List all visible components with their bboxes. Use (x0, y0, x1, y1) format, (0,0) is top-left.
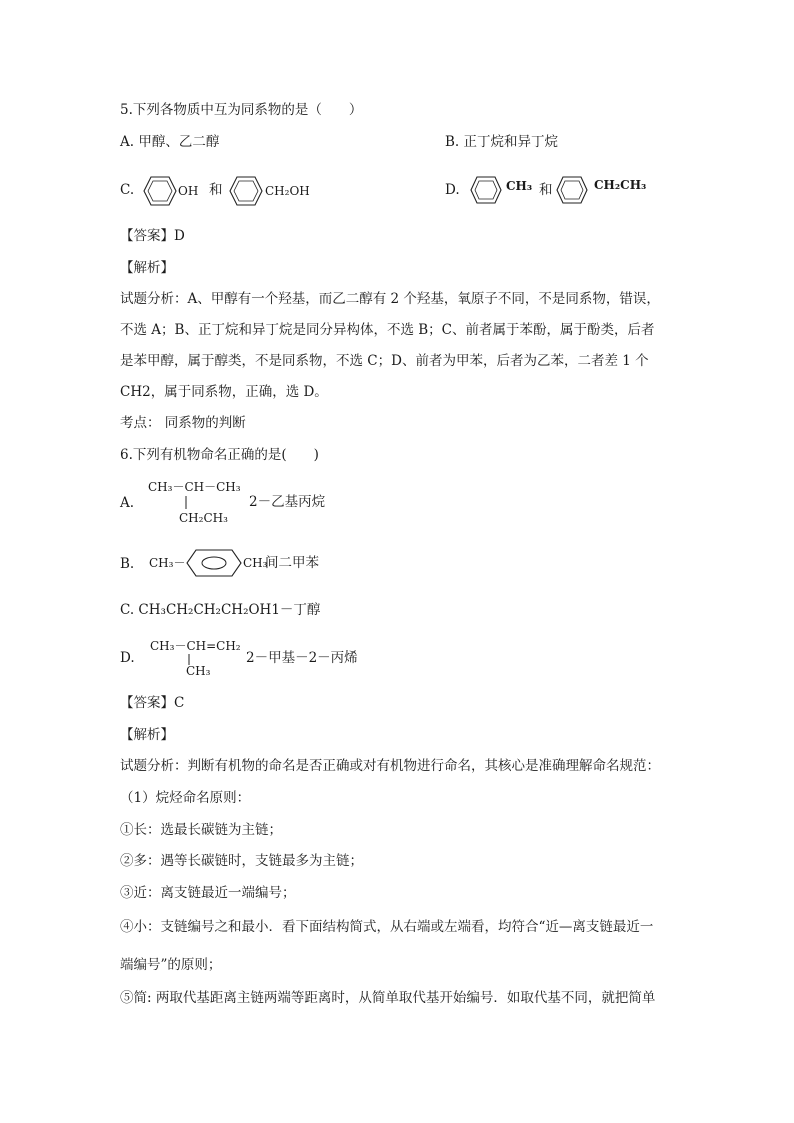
q6-analysis-heading: 【解析】 (120, 727, 174, 743)
q6-option-b-label: B. (120, 556, 135, 572)
q6-option-b-left-methyl: CH₃－ (149, 556, 186, 570)
q6-analysis-line: ③近：离支链最近一端编号； (120, 885, 296, 901)
q6-option-c: C. CH₃CH₂CH₂CH₂OH1－丁醇 (120, 602, 321, 618)
q6-option-d-branch: CH₃ (186, 664, 211, 678)
q6-option-a-branch: CH₂CH₃ (179, 511, 228, 525)
q6-option-b-name: 间二甲苯 (265, 555, 319, 571)
q6-option-a-main-chain: CH₃－CH－CH₃ (148, 480, 241, 494)
benzene-ring-ethylbenzene-icon (556, 176, 588, 204)
q5-analysis-heading: 【解析】 (120, 260, 174, 276)
q5-option-b: B. 正丁烷和异丁烷 (445, 134, 559, 150)
q6-option-d-name: 2－甲基－2－丙烯 (246, 650, 358, 666)
q6-option-a-label: A. (120, 495, 135, 511)
benzene-ring-phenol-icon (143, 176, 177, 206)
q5-kaodian: 考点： 同系物的判断 (120, 415, 246, 431)
q6-analysis-line: ⑤简: 两取代基距离主链两端等距离时，从简单取代基开始编号．如取代基不同，就把简单 (120, 990, 656, 1006)
benzene-ring-toluene-icon (470, 176, 502, 204)
q5-option-d-and: 和 (539, 182, 553, 198)
q6-option-d-label: D. (120, 650, 135, 666)
q6-analysis-line: ④小：支链编号之和最小．看下面结构简式，从右端或左端看，均符合“近—离支链最近一 (120, 919, 654, 935)
q6-analysis-line: 试题分析：判断有机物的命名是否正确或对有机物进行命名，其核心是准确理解命名规范： (120, 758, 660, 774)
q6-option-a-name: 2－乙基丙烷 (249, 494, 326, 510)
q6-analysis-line: ②多：遇等长碳链时，支链最多为主链； (120, 853, 363, 869)
q6-option-b-right-methyl: CH₃ (243, 556, 268, 570)
q5-option-d-label: D. (445, 182, 460, 198)
q5-option-a: A. 甲醇、乙二醇 (120, 134, 220, 150)
q6-stem: 6.下列有机物命名正确的是( ) (120, 447, 319, 463)
q6-analysis-line: ①长：选最长碳链为主链； (120, 822, 282, 838)
q6-answer: 【答案】C (120, 695, 185, 711)
q5-option-c-and: 和 (209, 182, 223, 198)
q5-option-c-oh: OH (178, 184, 199, 198)
q5-analysis-line: 不选 A；B、正丁烷和异丁烷是同分异构体，不选 B；C、前者属于苯酚，属于酚类，后者 (120, 322, 655, 338)
q5-analysis-line: 试题分析：A、甲醇有一个羟基，而乙二醇有 2 个羟基，氧原子不同，不是同系物，错误， (120, 291, 660, 307)
q6-option-d-main-chain: CH₃－CH=CH₂ (150, 639, 241, 653)
q5-option-c-label: C. (120, 182, 135, 198)
q6-analysis-line: （1）烷烃命名原则： (120, 790, 251, 806)
benzene-ring-benzyl-alcohol-icon (229, 176, 263, 206)
q5-option-d-ch2ch3: CH₂CH₃ (594, 178, 647, 192)
q6-analysis-line: 端编号”的原则； (120, 957, 222, 973)
q5-answer: 【答案】D (120, 228, 185, 244)
q5-option-d-ch3: CH₃ (506, 179, 533, 193)
q5-stem: 5.下列各物质中互为同系物的是（ ） (120, 102, 363, 118)
q6-option-a-bond-line (185, 496, 187, 509)
q5-analysis-line: CH2，属于同系物，正确，选 D。 (120, 384, 328, 400)
q5-option-c-ch2oh: CH₂OH (265, 184, 310, 198)
benzene-ring-xylene-icon (186, 549, 242, 577)
q5-analysis-line: 是苯甲醇，属于醇类，不是同系物，不选 C；D、前者为甲苯，后者为乙苯，二者差 1 个 (120, 353, 649, 369)
